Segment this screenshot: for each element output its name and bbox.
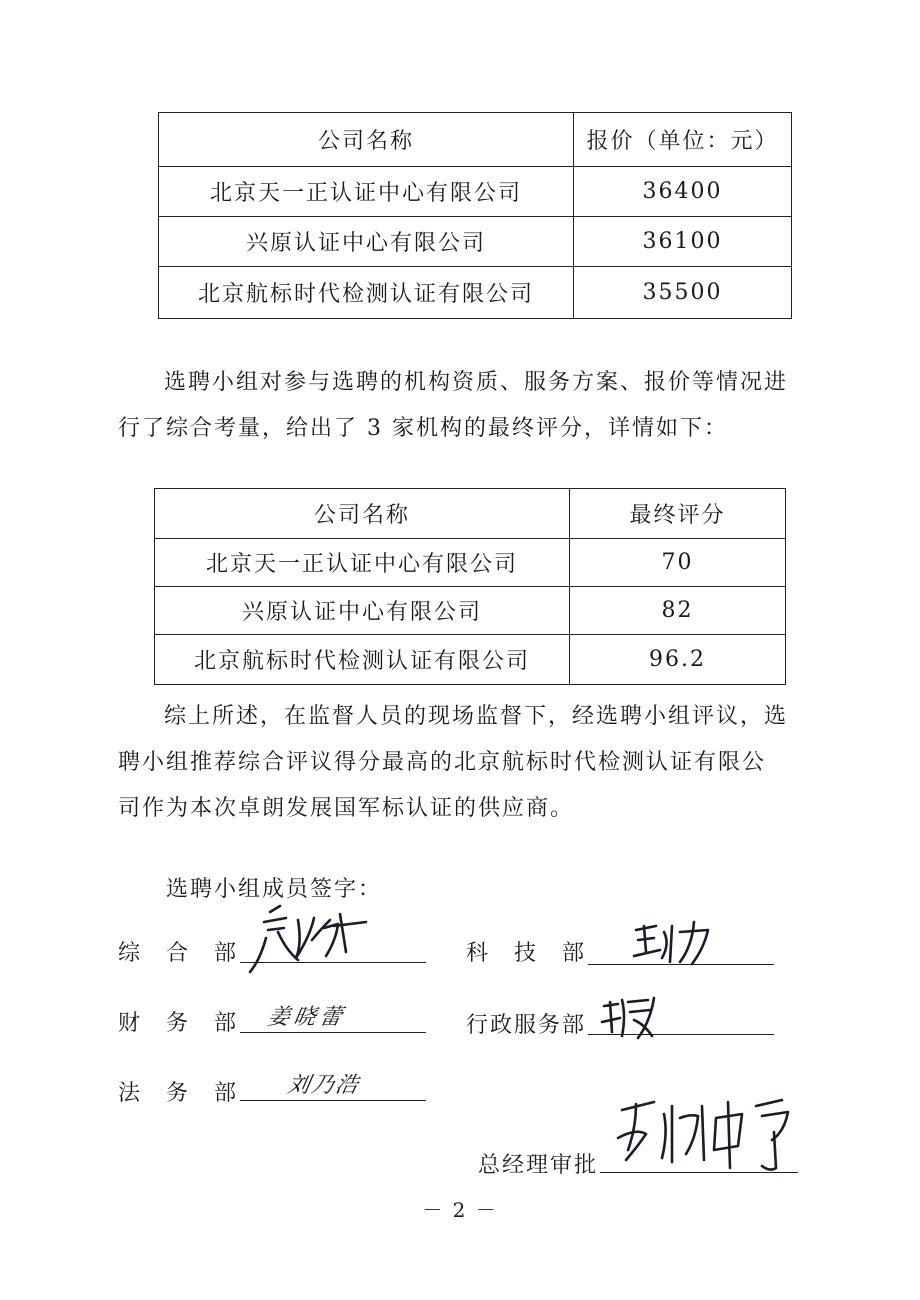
score-cell: 70 xyxy=(570,539,786,587)
score-cell: 82 xyxy=(570,587,786,635)
paragraph-line: 聘小组推荐综合评议得分最高的北京航标时代检测认证有限公 xyxy=(118,750,767,775)
signature-line-caiwu xyxy=(240,1032,426,1033)
price-cell: 36400 xyxy=(574,167,792,217)
company-name-cell: 北京航标时代检测认证有限公司 xyxy=(155,635,570,685)
table-row xyxy=(155,539,786,587)
page-number: － 2 － xyxy=(422,1198,498,1222)
paragraph-line: 综上所述，在监督人员的现场监督下，经选聘小组评议，选 xyxy=(164,704,789,729)
company-name-cell: 北京航标时代检测认证有限公司 xyxy=(159,267,574,319)
dept-label-zonghe: 综 合 部 xyxy=(118,941,239,966)
dept-label-xingzheng: 行政服务部 xyxy=(466,1013,587,1038)
table-row xyxy=(155,635,786,685)
signed-name-caiwu: 姜晓蕾 xyxy=(265,1005,348,1030)
paragraph-line: 司作为本次卓朗发展国军标认证的供应商。 xyxy=(118,796,575,821)
header-score: 最终评分 xyxy=(570,489,786,539)
dept-label-keji: 科 技 部 xyxy=(466,941,587,966)
quote-table xyxy=(158,112,792,319)
paragraph-line: 选聘小组对参与选聘的机构资质、服务方案、报价等情况进 xyxy=(164,370,789,395)
gm-approval-label: 总经理审批 xyxy=(478,1153,599,1178)
table-header-row xyxy=(159,113,792,167)
table-row xyxy=(159,167,792,217)
dept-label-fawu: 法 务 部 xyxy=(118,1081,239,1106)
handwritten-signature xyxy=(630,918,720,968)
table-header-row xyxy=(155,489,786,539)
company-name-cell: 兴原认证中心有限公司 xyxy=(155,587,570,635)
score-table xyxy=(154,488,786,685)
company-name-cell: 北京天一正认证中心有限公司 xyxy=(155,539,570,587)
handwritten-signature xyxy=(606,1088,806,1178)
price-cell: 35500 xyxy=(574,267,792,319)
company-name-cell: 兴原认证中心有限公司 xyxy=(159,217,574,267)
signature-section-title: 选聘小组成员签字： xyxy=(166,877,383,902)
header-price: 报价（单位：元） xyxy=(574,113,792,167)
header-company: 公司名称 xyxy=(159,113,574,167)
signature-line-fawu xyxy=(240,1100,426,1101)
table-row xyxy=(159,267,792,319)
evaluation-paragraph xyxy=(118,360,808,452)
paragraph-line: 行了综合考量，给出了 3 家机构的最终评分，详情如下： xyxy=(118,416,728,441)
conclusion-paragraph xyxy=(118,694,808,832)
table-row xyxy=(155,587,786,635)
handwritten-signature xyxy=(240,900,390,980)
score-cell: 96.2 xyxy=(570,635,786,685)
company-name-cell: 北京天一正认证中心有限公司 xyxy=(159,167,574,217)
handwritten-signature xyxy=(600,992,670,1042)
dept-label-caiwu: 财 务 部 xyxy=(118,1011,239,1036)
price-cell: 36100 xyxy=(574,217,792,267)
table-row xyxy=(159,217,792,267)
signed-name-fawu: 刘乃浩 xyxy=(285,1073,362,1098)
header-company: 公司名称 xyxy=(155,489,570,539)
